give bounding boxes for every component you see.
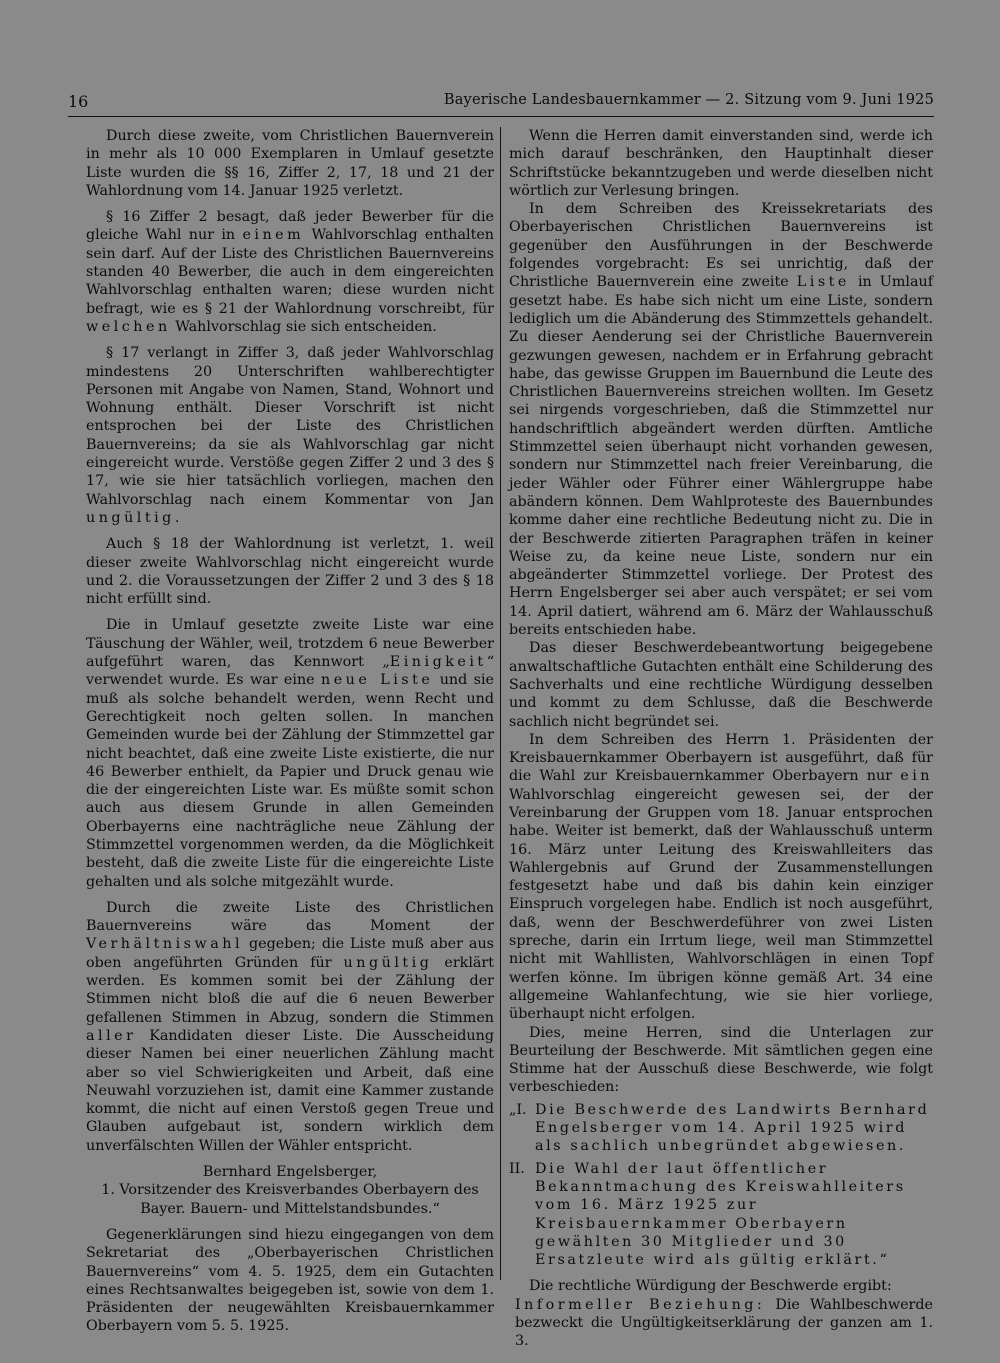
paragraph: Wenn die Herren damit einverstanden sind, werde ich mich darauf beschränken, den Hauptinhalt dieser Schriftstücke bekanntzugeben und werde dieselben nicht wörtlich zur Verlesung bringen.: [509, 128, 933, 199]
emphasis-spaced: ungültig: [343, 954, 433, 971]
paragraph: [86, 208, 494, 336]
paragraph: Die rechtliche Würdigung der Beschwerde ergibt:: [529, 1278, 892, 1295]
paragraph: Das dieser Beschwerdebeantwortung beigegebene anwaltschaftliche Gutachten enthält eine Schilderung des Sachverhalts und eine rechtliche Würdigung desselben und kommt zu dem Schlusse, daß die Beschwerde sachlich nicht begründet sei.: [509, 640, 933, 730]
emphasis-spaced: neue Liste: [321, 672, 434, 689]
emphasis-spaced: Einigkeit: [389, 654, 487, 671]
text-run: Durch die zweite Liste des Christlichen Bauernvereins wäre das Moment der: [86, 899, 494, 935]
resolution-item: [509, 1101, 933, 1156]
emphasis-spaced: welchen: [86, 318, 171, 335]
text-run: erklärt werden. Es kommen somit bei der Zählung der Stimmen nicht bloß die auf die 6 neuen Bewerber gefallenen Stimmen in Abzug, sondern die Stimmen: [86, 954, 495, 1026]
resolution-number: II.: [509, 1160, 525, 1177]
right-column: [509, 127, 933, 1351]
emphasis-spaced: Informeller Beziehung:: [515, 1296, 766, 1313]
resolution-number: „I.: [509, 1101, 527, 1118]
text-run: § 16 Ziffer 2 besagt, daß jeder Bewerber für die gleiche Wahl nur in: [86, 209, 494, 244]
paragraph: Dies, meine Herren, sind die Unterlagen zur Beurteilung der Beschwerde. Mit sämtlichen gegen eine Stimme hat der Ausschuß diese Beschwerde, wie folgt verbeschieden:: [509, 1024, 933, 1096]
emphasis-spaced: aller: [86, 1027, 137, 1044]
paragraph: [86, 616, 494, 890]
text-run: “ verwendet wurde. Es war eine: [86, 654, 494, 689]
paragraph: Gegenerklärungen sind hiezu eingegangen von dem Sekretariat des „Oberbayerischen Christlichen Bauernvereins“ vom 4. 5. 1925, dem ein Gutachten eines Rechtsanwaltes beigegeben ist, sowie von dem 1. Präsidenten der neugewählten Kreisbauernkammer Oberbayern vom 5. 5. 1925.: [86, 1226, 494, 1335]
resolution-text: Die Wahl der laut öffentlicher Bekanntmachung des Kreiswahlleiters vom 16. März 1925 zur Kreisbauernkammer Oberbayern gewählten 30 Mitglieder und 30 Ersatzleute wird als gültig erklärt.“: [535, 1160, 906, 1269]
text-run: Wahlvorschlag eingereicht gewesen sei, der der Vereinbarung der Gruppen vom 18. Januar entsprochen habe. Weiter ist bemerkt, daß der Wahlausschuß unterm 16. März unter Leitung des Kreiswahlleiters das Wahlergebnis auf Grund der Zusammenstellungen festgesetzt habe und daß bis dahin kein einziger Einspruch vorgelegen habe. Endlich ist noch ausgeführt, daß, wenn der Beschwerdeführer von zwei Listen spreche, darin ein Irrtum liege, weil man Stimmzettel nicht mit Wahllisten, Wahlvorschlägen in einen Topf werfen könne. Im übrigen könne gemäß Art. 34 eine allgemeine Wahlanfechtung, wie sie hier vorliege, überhaupt nicht erfolgen.: [509, 786, 933, 1023]
signature-name: Bernhard Engelsberger,: [202, 1164, 378, 1181]
text-run: § 17 verlangt in Ziffer 3, daß jeder Wahlvorschlag mindestens 20 Unterschriften wahlberechtigter Personen mit Angabe von Namen, Stand, Wohnort und Wohnung enthält. Dieser Vorschrift ist nicht entsprochen bei der Liste des Christlichen Bauernvereins; da sie als Wahlvorschlag gar nicht eingereicht wurde. Verstöße gegen Ziffer 2 und 3 des § 17, wie sie hier tatsächlich vorliegen, machen den Wahlvorschlag nach einem Kommentar von Jan: [86, 345, 494, 508]
text-run: in Umlauf gesetzt habe. Es habe sich nicht um eine Liste, sondern lediglich um die Abänderung des Stimmzettels gehandelt. Zu dieser Aenderung sei der Christliche Bauernverein gezwungen gewesen, nachdem er in Erfahrung gebracht habe, das gewisse Gruppen im Bauernbund die Leute des Christlichen Bauernvereins streichen wollten. Im Gesetz sei nirgends vorgeschrieben, daß die Stimmzettel nur handschriftlich abgeändert werden dürften. Amtliche Stimmzettel seien überhaupt nicht vorhanden gewesen, sondern nur Stimmzettel nach freier Vereinbarung, die jeder Wähler oder Führer einer Wählergruppe habe abändern können. Dem Wahlproteste des Bauernbundes komme daher eine rechtliche Bedeutung nicht zu. Die in der Beschwerde zitierten Paragraphen träfen in keiner Weise zu, da keine neue Liste, sondern nur ein abgeänderter Stimmzettel vorliege. Der Protest des Herrn Engelsberger sei aber auch verspätet; er sei vom 14. April datiert, während am 6. März der Wahlausschuß bereits entschieden habe.: [509, 274, 933, 639]
page-number: 16: [68, 92, 89, 111]
paragraph: [509, 200, 933, 639]
text-run: Die in Umlauf gesetzte zweite Liste war eine Täuschung der Wähler, weil, trotzdem 6 neue Bewerber aufgeführt waren, das Kennwort „: [86, 617, 494, 671]
text-run: Wahlvorschlag sie sich entscheiden.: [175, 318, 437, 335]
text-run: gegeben; die Liste muß aber aus oben angeführten Gründen für: [86, 936, 494, 971]
column-divider: [500, 127, 501, 1280]
text-run: Wahlvorschlag enthalten sein darf. Auf der Liste des Christlichen Bauernvereins standen 40 Bewerber, die auch in dem eingereichten Wahlvorschlag enthalten waren; diese wurden nicht befragt, wie es § 21 der Wahlordnung vorschreibt, für: [86, 227, 495, 317]
emphasis-spaced: Liste: [796, 274, 850, 291]
paragraph: [509, 731, 933, 1024]
running-title: Bayerische Landesbauernkammer — 2. Sitzung vom 9. Juni 1925: [443, 92, 934, 108]
signature-title: 1. Vorsitzender des Kreisverbandes Oberbayern des Bayer. Bauern- und Mittelstandsbundes.“: [101, 1182, 479, 1217]
text-run: Die Wahlbeschwerde bezweckt die Ungültigkeitserklärung der ganzen am 1. 3.: [515, 1296, 934, 1350]
paragraph: [86, 344, 494, 527]
emphasis-spaced: einem: [242, 227, 305, 244]
paragraph: [509, 1296, 933, 1351]
emphasis-spaced: ungültig.: [86, 509, 183, 526]
text-run: und sie muß als solche behandelt werden, wenn Recht und Gerechtigkeit noch gelten sollen. In manchen Gemeinden wurde bei der Zählung der Stimmzettel gar nicht beachtet, daß eine zweite Liste existierte, die nur 46 Bewerber enthielt, da Papier und Druck genau wie die der eingereichten Liste war. Es müßte somit schon auch aus diesem Grunde in allen Gemeinden Oberbayerns eine nachträgliche neue Zählung der Stimmzettel vorgenommen werden, da die Möglichkeit besteht, daß die zweite Liste für die eingereichte Liste gehalten und als solche mitgezählt wurde.: [86, 672, 495, 890]
text-run: In dem Schreiben des Herrn 1. Präsidenten der Kreisbauernkammer Oberbayern ist ausgeführt, daß für die Wahl zur Kreisbauernkammer Oberbayern nur: [509, 731, 933, 785]
text-run: Kandidaten dieser Liste. Die Ausscheidung dieser Namen bei einer neuerlichen Zählung macht aber so viel Schwierigkeiten und Arbeit, daß eine Neuwahl vorzuziehen ist, damit eine Kammer zustande kommt, die nicht auf einen Verstoß gegen Treue und Glauben aufgebaut ist, sondern wirklich dem unverfälschten Willen der Wähler entspricht.: [86, 1027, 494, 1154]
resolution-text: Die Beschwerde des Landwirts Bernhard Engelsberger vom 14. April 1925 wird als sachlich unbegründet abgewiesen.: [535, 1101, 930, 1155]
emphasis-spaced: ein: [900, 768, 934, 785]
resolution-item: [509, 1160, 933, 1270]
paragraph: Durch diese zweite, vom Christlichen Bauernverein in mehr als 10 000 Exemplaren in Umlauf gesetzte Liste wurden die §§ 16, Ziffer 2, 17, 18 und 21 der Wahlordnung vom 14. Januar 1925 verletzt.: [86, 128, 494, 199]
paragraph: [86, 899, 494, 1155]
left-column: [86, 127, 494, 1336]
paragraph: Auch § 18 der Wahlordnung ist verletzt, 1. weil dieser zweite Wahlvorschlag nicht eingereicht wurde und 2. die Voraussetzungen der Ziffer 2 und 3 des § 18 nicht erfüllt sind.: [86, 536, 494, 608]
emphasis-spaced: Verhältniswahl: [86, 936, 244, 953]
text-run: In dem Schreiben des Kreissekretariats des Oberbayerischen Christlichen Bauernvereins ist gegenüber den Ausführungen in der Beschwerde folgendes vorgebracht: Es sei unrichtig, daß der Christliche Bauernverein eine zweite: [509, 201, 933, 291]
page-header: [68, 92, 934, 117]
